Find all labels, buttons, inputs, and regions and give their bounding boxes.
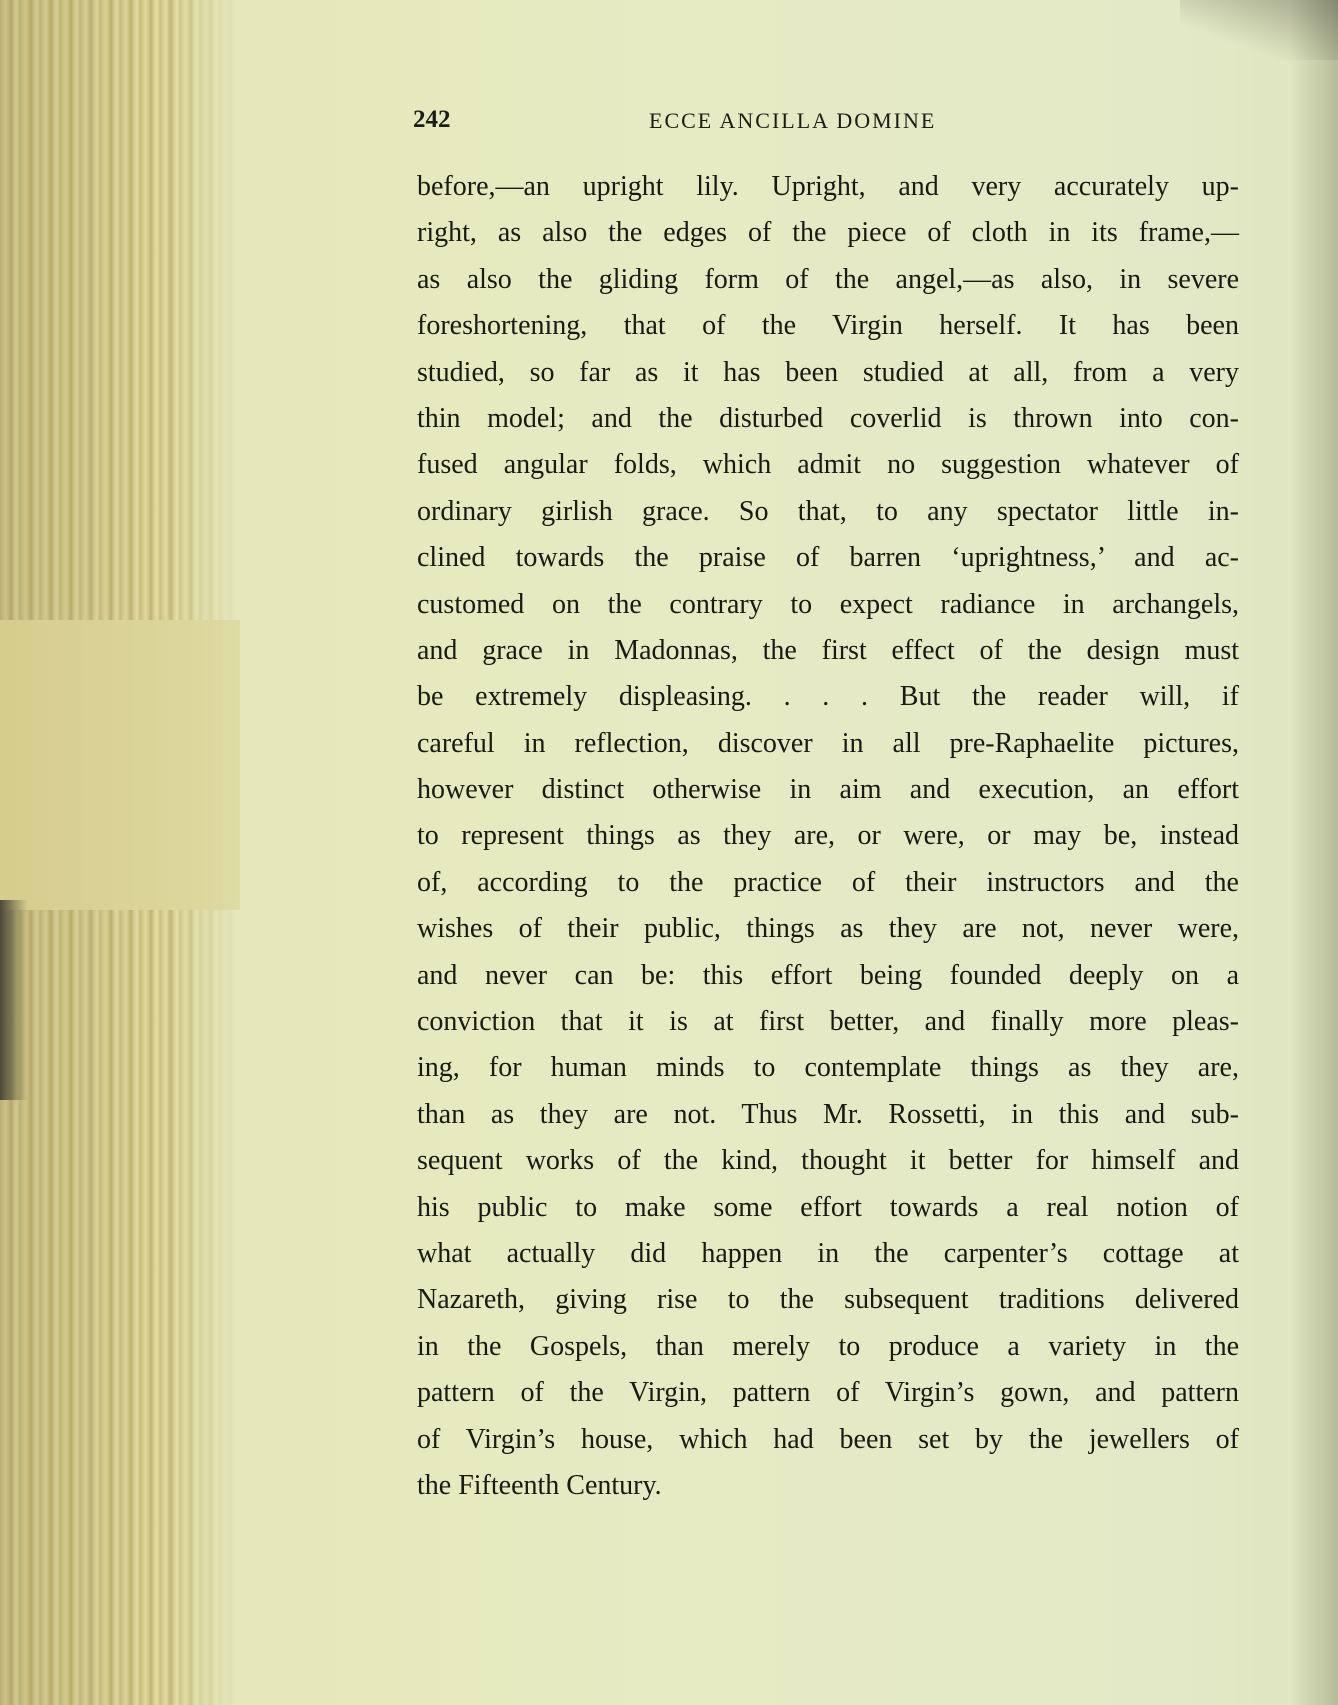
text-line: Nazareth, giving rise to the subsequent traditions delivered	[417, 1284, 1239, 1316]
text-line: to represent things as they are, or were, or may be, instead	[417, 820, 1239, 852]
text-line: ordinary girlish grace. So that, to any spectator little in-	[417, 495, 1239, 527]
text-line: his public to make some effort towards a real notion of	[417, 1191, 1239, 1223]
text-line: as also the gliding form of the angel,—as also, in severe	[417, 263, 1239, 295]
running-head	[413, 106, 1009, 146]
text-line: conviction that it is at first better, and finally more pleas-	[417, 1006, 1239, 1038]
text-line: fused angular folds, which admit no suggestion whatever of	[417, 449, 1239, 481]
book-spine-shadow	[0, 900, 28, 1100]
page-corner-shadow	[1180, 0, 1338, 60]
text-line: customed on the contrary to expect radiance in archangels,	[417, 588, 1239, 620]
body-text	[417, 164, 1239, 1509]
text-line: thin model; and the disturbed coverlid is thrown into con-	[417, 402, 1239, 434]
text-line: wishes of their public, things as they are not, never were,	[417, 913, 1239, 945]
page-gutter-shadow	[1290, 0, 1338, 1705]
text-line: foreshortening, that of the Virgin herself. It has been	[417, 310, 1239, 342]
text-line: before,—an upright lily. Upright, and very accurately up-	[417, 171, 1239, 202]
text-line: of, according to the practice of their instructors and the	[417, 866, 1239, 898]
text-line: clined towards the praise of barren ‘uprightness,’ and ac-	[417, 542, 1239, 574]
text-line: careful in reflection, discover in all pre-Raphaelite pictures,	[417, 727, 1239, 759]
page-number: 242	[413, 106, 451, 133]
text-line: of Virgin’s house, which had been set by the jewellers of	[417, 1423, 1239, 1455]
text-line: however distinct otherwise in aim and execution, an effort	[417, 774, 1239, 806]
text-line-final: the Fifteenth Century.	[417, 1469, 662, 1501]
text-line: in the Gospels, than merely to produce a variety in the	[417, 1330, 1239, 1362]
text-line: sequent works of the kind, thought it better for himself and	[417, 1145, 1239, 1177]
text-line: right, as also the edges of the piece of cloth in its frame,—	[417, 217, 1239, 249]
text-line: ing, for human minds to contemplate things as they are,	[417, 1052, 1239, 1084]
text-line: and grace in Madonnas, the first effect of the design must	[417, 634, 1239, 666]
text-line: pattern of the Virgin, pattern of Virgin’s gown, and pattern	[417, 1377, 1239, 1409]
running-title: ECCE ANCILLA DOMINE	[649, 108, 937, 133]
text-line: studied, so far as it has been studied at all, from a very	[417, 356, 1239, 388]
text-line: be extremely displeasing. . . . But the reader will, if	[417, 681, 1239, 713]
text-line: what actually did happen in the carpenter’s cottage at	[417, 1237, 1239, 1269]
text-line: than as they are not. Thus Mr. Rossetti, in this and sub-	[417, 1098, 1239, 1130]
text-line: and never can be: this effort being founded deeply on a	[417, 959, 1239, 991]
